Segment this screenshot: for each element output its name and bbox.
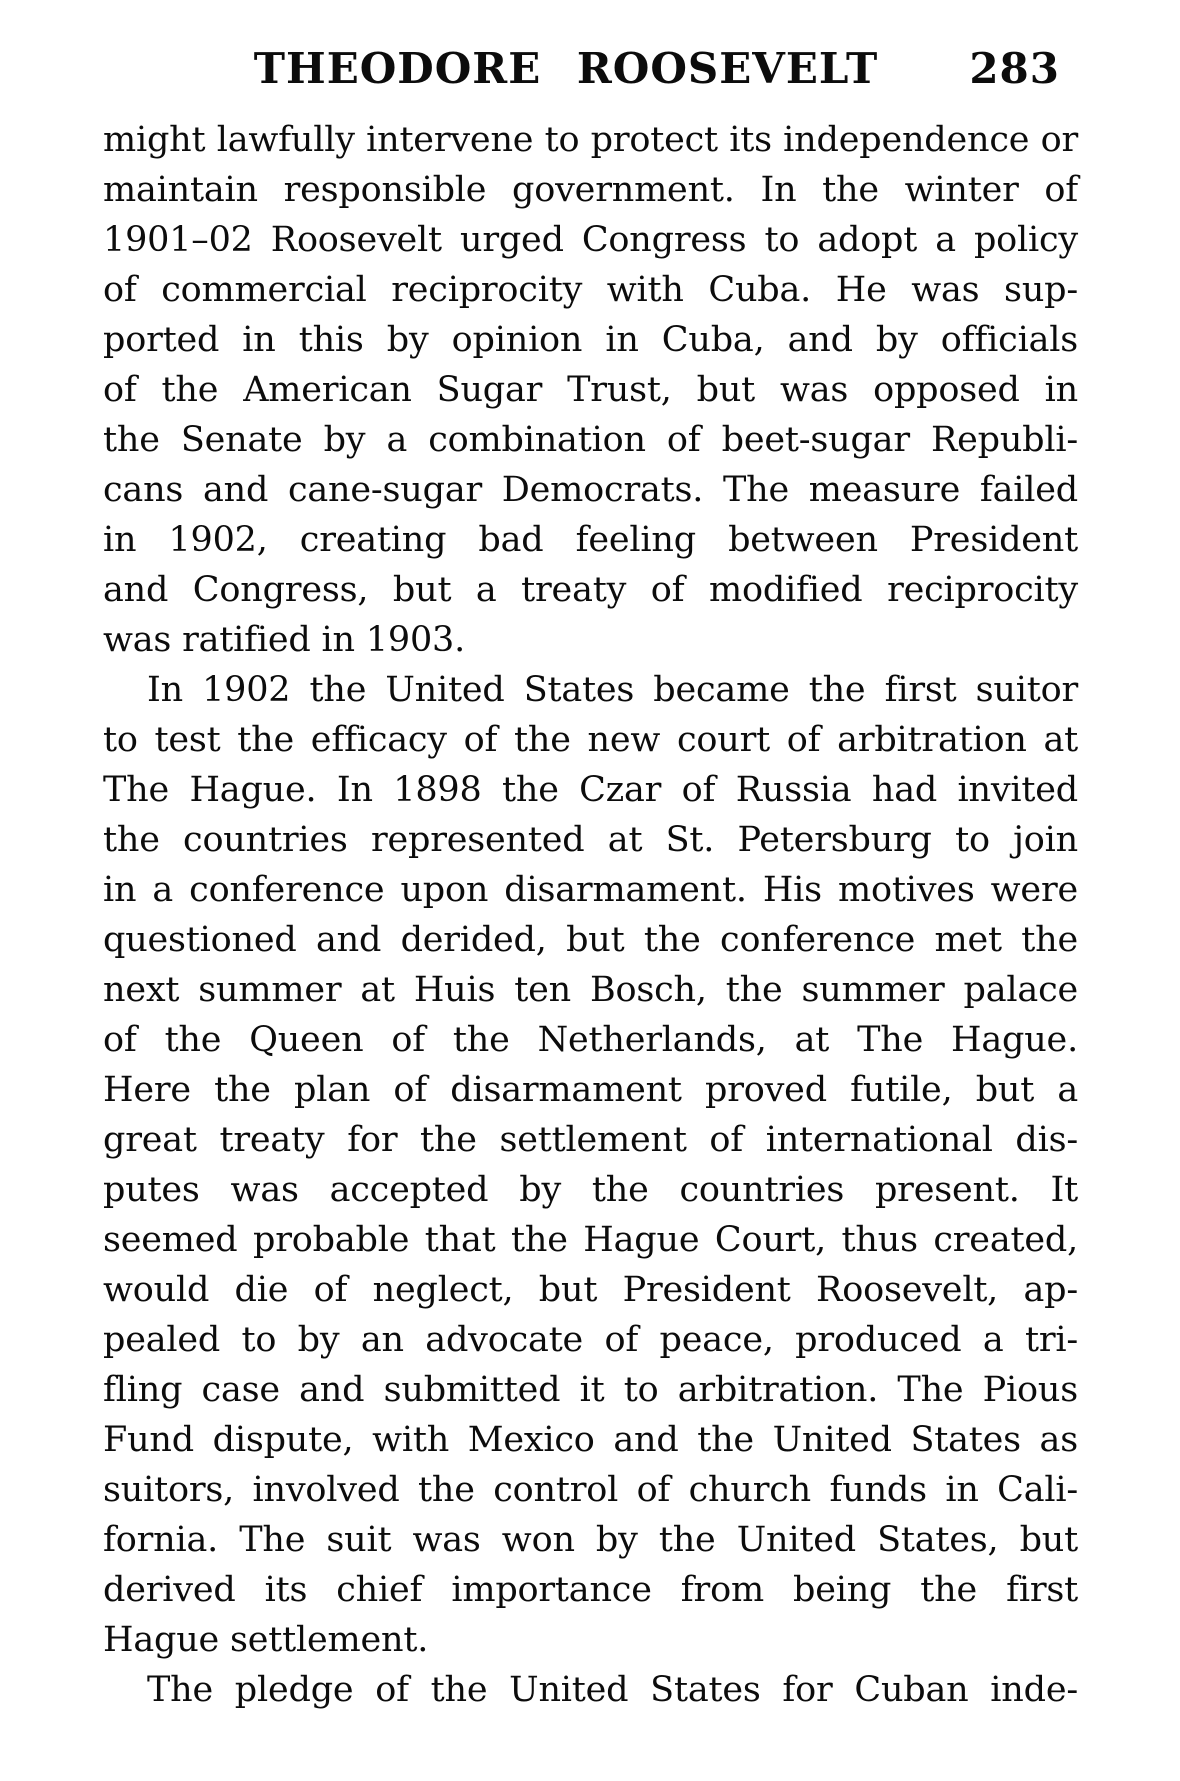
text-line: The pledge of the United States for Cuban inde- <box>147 1670 1078 1710</box>
text-line: suitors, involved the control of church funds in Cali- <box>103 1470 1078 1510</box>
text-line: Hague settlement. <box>103 1620 429 1660</box>
text-line: derived its chief importance from being the first <box>103 1570 1078 1610</box>
text-line: in 1902, creating bad feeling between President <box>103 520 1078 560</box>
text-line: questioned and derided, but the conference met the <box>103 920 1078 960</box>
paragraph <box>103 1665 1078 1715</box>
text-line: pealed to by an advocate of peace, produced a tri- <box>103 1320 1078 1360</box>
text-line: ported in this by opinion in Cuba, and by officials <box>103 320 1078 360</box>
text-line: next summer at Huis ten Bosch, the summer palace <box>103 970 1078 1010</box>
paragraph <box>103 115 1078 665</box>
page-number: 283 <box>969 44 1060 93</box>
text-line: might lawfully intervene to protect its independence or <box>103 120 1078 160</box>
text-line: The Hague. In 1898 the Czar of Russia had invited <box>103 770 1078 810</box>
text-line: of commercial reciprocity with Cuba. He was sup- <box>103 270 1078 310</box>
text-line: In 1902 the United States became the first suitor <box>147 670 1078 710</box>
text-line: fornia. The suit was won by the United States, but <box>103 1520 1078 1560</box>
text-line: in a conference upon disarmament. His motives were <box>103 870 1078 910</box>
text-line: was ratified in 1903. <box>103 620 466 660</box>
text-line: seemed probable that the Hague Court, thus created, <box>103 1220 1078 1260</box>
paragraph <box>103 665 1078 1665</box>
text-line: of the American Sugar Trust, but was opposed in <box>103 370 1078 410</box>
text-line: of the Queen of the Netherlands, at The Hague. <box>103 1020 1078 1060</box>
text-line: the countries represented at St. Petersburg to join <box>103 820 1078 860</box>
text-line: great treaty for the settlement of international dis- <box>103 1120 1078 1160</box>
text-line: putes was accepted by the countries present. It <box>103 1170 1078 1210</box>
running-head-title: THEODORE ROOSEVELT <box>253 44 879 93</box>
text-line: and Congress, but a treaty of modified reciprocity <box>103 570 1078 610</box>
text-line: would die of neglect, but President Roosevelt, ap- <box>103 1270 1078 1310</box>
text-line: maintain responsible government. In the winter of <box>103 170 1078 210</box>
text-line: fling case and submitted it to arbitration. The Pious <box>103 1370 1078 1410</box>
text-line: the Senate by a combination of beet-sugar Republi- <box>103 420 1078 460</box>
text-line: cans and cane-sugar Democrats. The measure failed <box>103 470 1078 510</box>
page-body <box>103 115 1078 1715</box>
text-line: 1901–02 Roosevelt urged Congress to adopt a policy <box>103 220 1078 260</box>
text-line: Here the plan of disarmament proved futile, but a <box>103 1070 1078 1110</box>
text-line: to test the efficacy of the new court of arbitration at <box>103 720 1078 760</box>
text-line: Fund dispute, with Mexico and the United States as <box>103 1420 1078 1460</box>
page-header <box>0 44 1180 100</box>
